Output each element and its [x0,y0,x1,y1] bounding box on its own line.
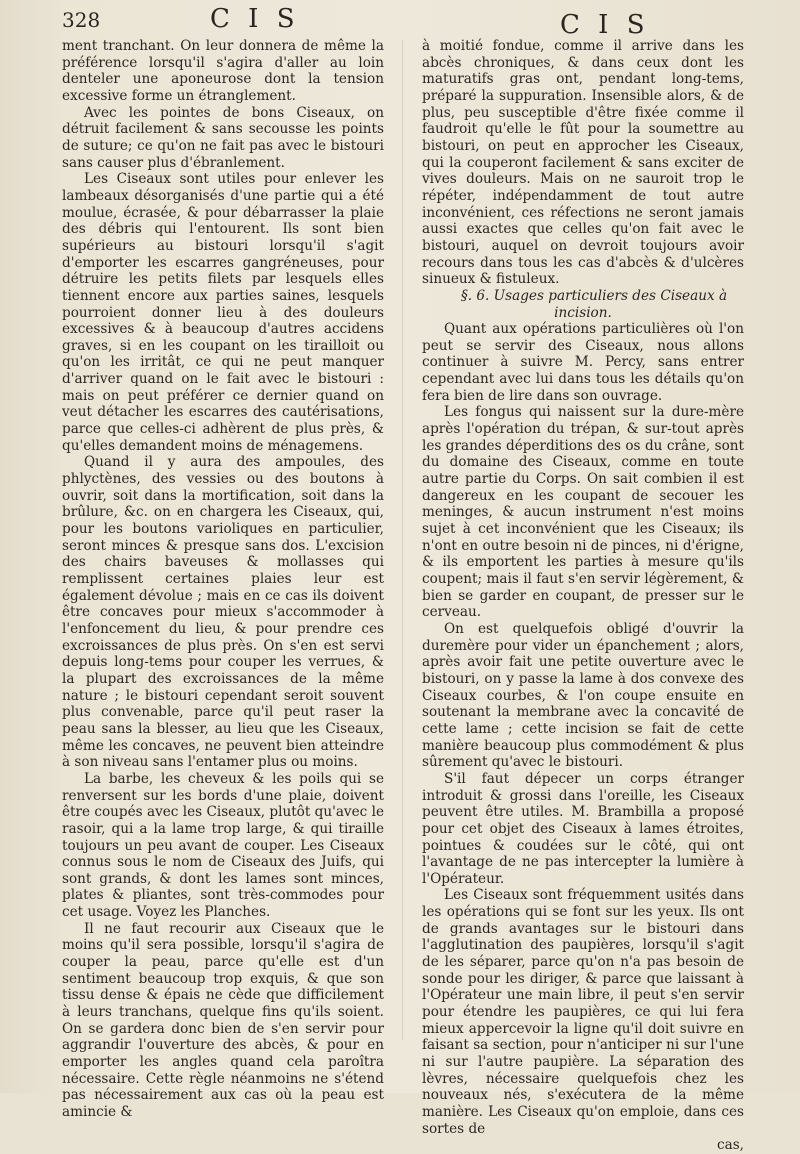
paragraph: Les Ciseaux sont fréquemment usités dans les opérations qui se font sur les yeux. Ils ont de grands avantages sur le bistouri dans l'agglutination des paupières, lorsqu'il s'agit de les séparer, parce qu'on n'a pas besoin de sonde pour les diriger, & parce que laissant à l'Opérateur une main libre, il peut s'en servir pour étendre les paupières, ce qui lui fera mieux appercevoir la ligne qu'il doit suivre en faisant sa section, pour n'anticiper ni sur l'une ni sur l'autre paupière. La séparation des lèvres, nécessaire quelquefois chez les nouveaux nés, s'exécutera de la même manière. Les Ciseaux qu'on emploie, dans ces sortes de [422,887,744,1137]
paragraph: La barbe, les cheveux & les poils qui se renversent sur les bords d'une plaie, doivent être coupés avec les Ciseaux, plutôt qu'avec le rasoir, qui a la lame trop large, & qui tiraille toujours un peu avant de couper. Les Ciseaux connus sous le nom de Ciseaux des Juifs, qui sont grands, & dont les lames sont minces, plates & pliantes, sont très-commodes pour cet usage. Voyez les Planches. [62,770,384,921]
running-head-left: C I S [210,4,300,34]
page-number: 328 [62,8,101,32]
column-divider [402,40,403,1040]
paragraph: Avec les pointes de bons Ciseaux, on détruit facilement & sans secousse les points de suture; ce qu'on ne fait pas avec le bistouri sans causer plus d'ébranlement. [62,104,384,171]
running-head-right: C I S [560,10,650,40]
catchword: cas, [716,1137,744,1154]
left-column [62,38,384,1121]
paragraph: Il ne faut recourir aux Ciseaux que le moins qu'il sera possible, lorsqu'il s'agira de couper la peau, parce qu'elle est d'un sentiment beaucoup trop exquis, & que son tissu dense & épais ne cède que difficilement à leurs tranchans, quelque fins qu'ils soient. On se gardera donc bien de s'en servir pour aggrandir l'ouverture des abcès, & pour en emporter les angles quand cela paroîtra nécessaire. Cette règle néanmoins ne s'étend pas nécessairement aux cas où la peau est amincie & [62,920,384,1120]
paragraph: Les Ciseaux sont utiles pour enlever les lambeaux désorganisés d'une partie qui a été moulue, écrasée, & pour débarrasser la plaie des débris qui l'entourent. Ils sont bien supérieurs au bistouri lorsqu'il s'agit d'emporter les escarres gangréneuses, pour détruire les petits filets par lesquels elles tiennent encore aux parties saines, lesquels pourroient donner lieu à des douleurs excessives & à beaucoup d'autres accidens graves, si en les coupant on les tirailloit ou qu'on les irritât, ce qui ne peut manquer d'arriver quand on le fait avec le bistouri : mais on peut préférer ce dernier quand on veut détacher les escarres des cautérisations, parce que celles-ci adhèrent de plus près, & qu'elles demandent moins de ménagemens. [62,171,384,454]
paragraph: à moitié fondue, comme il arrive dans les abcès chroniques, & dans ceux dont les maturatifs gras ont, pendant long-tems, préparé la suppuration. Insensible alors, & de plus, peu susceptible d'être fixée comme il faudroit qu'elle le fût pour la soumettre au bistouri, on peut en approcher les Ciseaux, qui la couperont facilement & sans exciter de vives douleurs. Mais on ne sauroit trop le répéter, indépendamment de tout autre inconvénient, ces réfections ne seront jamais aussi exactes que celles qu'on fait avec le bistouri, auquel on devroit toujours avoir recours dans tous les cas d'abcès & d'ulcères sinueux & fistuleux. [422,38,744,288]
right-column [422,38,744,1154]
paragraph: Quand il y aura des ampoules, des phlyctènes, des vessies ou des boutons à ouvrir, soit dans la mortification, soit dans la brûlure, &c. on en chargera les Ciseaux, qui, pour les boutons varioliques en particulier, seront minces & presque sans dos. L'excision des chairs baveuses & mollasses qui remplissent certaines plaies leur est également dévolue ; mais en ce cas ils doivent être concaves pour mieux s'accommoder à l'enfoncement du lieu, & pour prendre ces excroissances de plus près. On s'en est servi depuis long-tems pour couper les verrues, & la plupart des excroissances de la même nature ; le bistouri cependant seroit souvent plus convenable, parce qu'il peut raser la peau sans la blesser, au lieu que les Ciseaux, même les concaves, ne peuvent bien atteindre à son niveau sans l'entamer plus ou moins. [62,454,384,771]
paragraph: S'il faut dépecer un corps étranger introduit & grossi dans l'oreille, les Ciseaux peuvent être utiles. M. Brambilla a proposé pour cet objet des Ciseaux à lames étroites, pointues & coudées sur le côté, qui ont l'avantage de ne pas intercepter la lumière à l'Opérateur. [422,770,744,887]
running-header [0,4,800,40]
paragraph: ment tranchant. On leur donnera de même la préférence lorsqu'il s'agira d'aller au loin denteler une aponeurose dont la tension excessive forme un étranglement. [62,38,384,104]
paragraph: On est quelquefois obligé d'ouvrir la duremère pour vider un épanchement ; alors, après avoir fait une petite ouverture avec le bistouri, on y passe la lame à dos convexe des Ciseaux courbes, & l'on coupe ensuite en soutenant la membrane avec la concavité de cette lame ; cette incision se fait de cette manière beaucoup plus commodément & plus sûrement qu'avec le bistouri. [422,620,744,771]
paragraph: Quant aux opérations particulières où l'on peut se servir des Ciseaux, nous allons continuer à suivre M. Percy, sans entrer cependant avec lui dans tous les détails qu'on fera bien de lire dans son ouvrage. [422,321,744,404]
section-heading: §. 6. Usages particuliers des Ciseaux à incision. [460,287,728,321]
paragraph: Les fongus qui naissent sur la dure-mère après l'opération du trépan, & sur-tout après les grandes déperditions des os du crâne, sont du domaine des Ciseaux, comme en toute autre partie du Corps. On sait combien il est dangereux en les coupant de secouer les meninges, & aucun instrument n'est moins sujet à cet inconvénient que les Ciseaux; ils n'ont en outre besoin ni de pinces, ni d'érigne, & ils emportent les parties à mesure qu'ils coupent; mais il faut s'en servir légèrement, & bien se garder en coupant, de presser sur le cerveau. [422,404,744,621]
